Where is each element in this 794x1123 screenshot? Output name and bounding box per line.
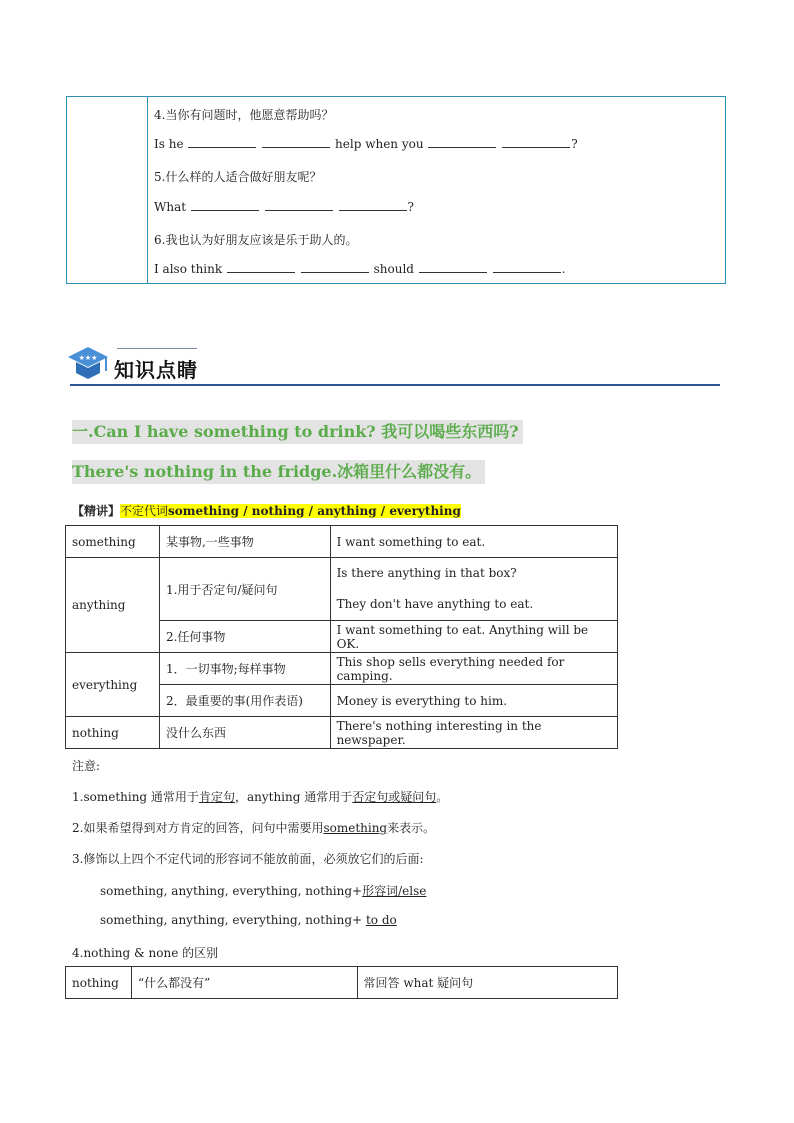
note-3-line-1-a: something, anything, everything, nothing+	[100, 884, 363, 898]
q6-cn: 6.我也认为好朋友应该是乐于助人的。	[154, 233, 358, 247]
jingjiang-words: something / nothing / anything / everything	[168, 504, 461, 518]
example-line: They don't have anything to eat.	[336, 597, 534, 611]
blank[interactable]	[428, 137, 496, 148]
q6-en-c: .	[561, 262, 566, 276]
jingjiang-tag: 【精讲】	[72, 504, 121, 518]
note-4: 4.nothing & none 的区别	[72, 946, 219, 960]
blank[interactable]	[262, 137, 330, 148]
section-rule	[70, 384, 720, 386]
example-cell: I want something to eat. Anything will be OK.	[330, 621, 617, 653]
exercise-table	[66, 96, 726, 284]
table-row	[66, 653, 618, 685]
table-row	[66, 526, 618, 558]
note-2-a: 2.如果希望得到对方肯定的回答，问句中需要用	[72, 821, 324, 835]
note-1-a: 1.something 通常用于	[72, 790, 199, 804]
q4-en-c: ?	[571, 137, 578, 151]
notes-title: 注意:	[72, 759, 101, 773]
headline-2: There's nothing in the fridge.冰箱里什么都没有。	[72, 460, 485, 484]
jingjiang-label: 不定代词	[120, 504, 169, 518]
meaning-cell: 没什么东西	[159, 717, 330, 749]
q5-en-b: ?	[407, 200, 414, 214]
note-3-line-2	[100, 913, 397, 927]
example-cell: Money is everything to him.	[330, 685, 617, 717]
blank[interactable]	[502, 137, 570, 148]
compare-meaning: “什么都没有”	[131, 967, 357, 999]
note-3-line-2-b: to do	[365, 913, 397, 927]
meaning-cell: 2.任何事物	[159, 621, 330, 653]
note-2-c: 来表示。	[387, 821, 436, 835]
compare-word: nothing	[66, 967, 132, 999]
svg-text:★★★: ★★★	[78, 354, 98, 362]
note-2	[72, 819, 435, 836]
example-line: Is there anything in that box?	[336, 566, 517, 580]
note-1	[72, 788, 448, 805]
compare-table	[65, 966, 618, 999]
q4-cn: 4.当你有问题时，他愿意帮助吗？	[154, 108, 334, 122]
blank[interactable]	[339, 200, 407, 211]
word-cell: something	[66, 526, 160, 558]
meaning-cell: 2．最重要的事(用作表语)	[159, 685, 330, 717]
pronoun-table	[65, 525, 618, 749]
headline-1: 一.Can I have something to drink? 我可以喝些东西吗?	[72, 420, 523, 444]
q4-en-a: Is he	[154, 137, 184, 151]
graduation-cap-icon	[66, 345, 110, 381]
section-top-rule	[117, 348, 197, 349]
meaning-cell: 某事物,一些事物	[159, 526, 330, 558]
blank[interactable]	[301, 262, 369, 273]
note-3-line-1-b: 形容词/else	[362, 884, 427, 898]
note-1-e: 。	[436, 790, 449, 804]
example-cell: This shop sells everything needed for camping.	[330, 653, 617, 685]
jingjiang-line	[72, 502, 461, 519]
blank[interactable]	[419, 262, 487, 273]
table-row	[66, 967, 618, 999]
note-3-line-1	[100, 882, 426, 899]
blank[interactable]	[265, 200, 333, 211]
note-1-c: ，anything 通常用于	[234, 790, 353, 804]
blank[interactable]	[493, 262, 561, 273]
word-cell: everything	[66, 653, 160, 717]
q6-en-a: I also think	[154, 262, 223, 276]
blank[interactable]	[188, 137, 256, 148]
note-3-line-2-a: something, anything, everything, nothing+	[100, 913, 363, 927]
compare-usage: 常回答 what 疑问句	[357, 967, 617, 999]
word-cell: anything	[66, 558, 160, 653]
example-cell: I want something to eat.	[330, 526, 617, 558]
q5-cn: 5.什么样的人适合做好朋友呢？	[154, 170, 322, 184]
note-1-b: 肯定句	[198, 790, 235, 804]
table-row	[66, 717, 618, 749]
word-cell: nothing	[66, 717, 160, 749]
q6-en	[154, 262, 565, 276]
example-cell	[330, 558, 617, 621]
note-2-b: something	[323, 821, 388, 835]
q5-en-a: What	[154, 200, 187, 214]
blank[interactable]	[191, 200, 259, 211]
q4-en	[154, 137, 578, 151]
example-cell: There's nothing interesting in the newspaper.	[330, 717, 617, 749]
q4-en-b: help when you	[335, 137, 424, 151]
exercise-left-cell	[67, 97, 148, 283]
note-3: 3.修饰以上四个不定代词的形容词不能放前面，必须放它们的后面:	[72, 852, 424, 866]
q6-en-b: should	[373, 262, 414, 276]
meaning-cell: 1．一切事物;每样事物	[159, 653, 330, 685]
note-1-d: 否定句或疑问句	[352, 790, 437, 804]
section-title: 知识点睛	[114, 358, 198, 382]
table-row	[66, 558, 618, 621]
meaning-cell: 1.用于否定句/疑问句	[159, 558, 330, 621]
blank[interactable]	[227, 262, 295, 273]
q5-en	[154, 200, 414, 214]
